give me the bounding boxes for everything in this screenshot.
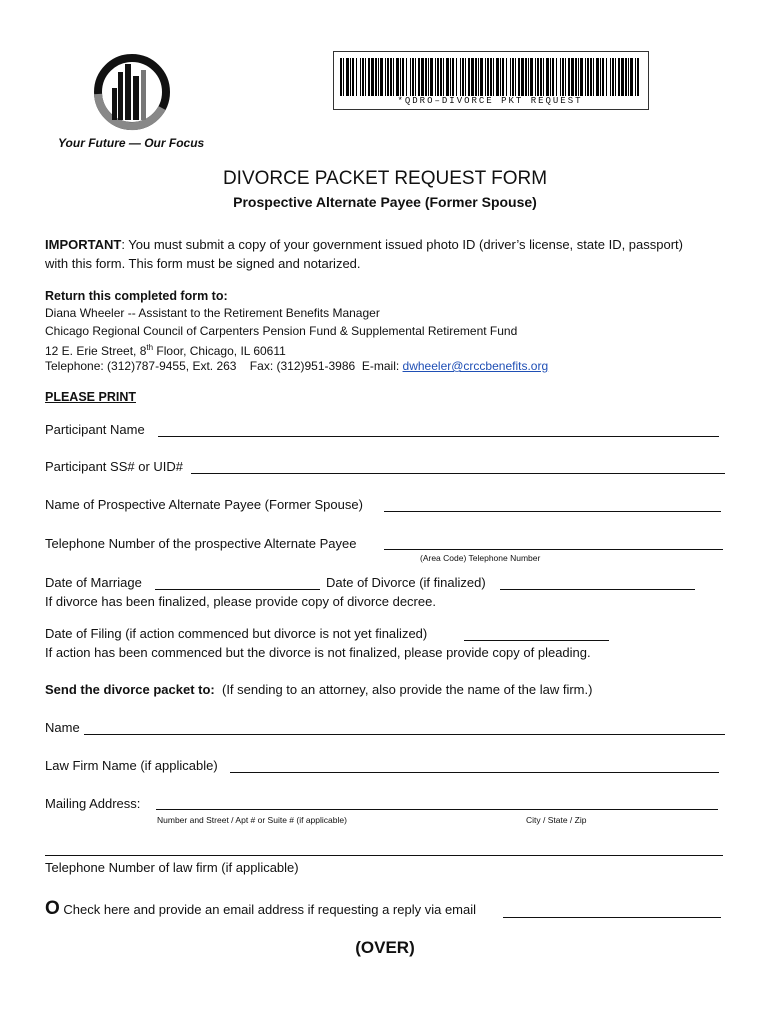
participant-ss-label: Participant SS# or UID# xyxy=(45,459,184,474)
email-request-row xyxy=(45,898,477,919)
participant-name-label: Participant Name xyxy=(45,422,145,437)
return-org: Chicago Regional Council of Carpenters Pension Fund & Supplemental Retirement Fund xyxy=(45,324,518,338)
send-note: (If sending to an attorney, also provide the name of the law firm.) xyxy=(214,682,593,697)
return-address xyxy=(45,340,286,359)
page-subtitle: Prospective Alternate Payee (Former Spouse) xyxy=(233,194,537,210)
checkbox-circle[interactable]: O xyxy=(45,898,60,919)
barcode-text: *QDRO–DIVORCE PKT REQUEST xyxy=(397,96,583,106)
send-name-field[interactable] xyxy=(84,734,725,735)
return-heading: Return this completed form to: xyxy=(45,289,228,303)
phone-hint: (Area Code) Telephone Number xyxy=(420,553,541,563)
mailing-address-line-2[interactable] xyxy=(45,855,723,856)
participant-ss-field[interactable] xyxy=(191,473,725,474)
mailing-address-field[interactable] xyxy=(156,809,718,810)
law-firm-field[interactable] xyxy=(230,772,719,773)
date-divorce-label: Date of Divorce (if finalized) xyxy=(326,575,486,590)
participant-name-field[interactable] xyxy=(158,436,719,437)
tagline: Your Future — Our Focus xyxy=(58,136,205,150)
fund-logo xyxy=(92,50,178,134)
over-label: (OVER) xyxy=(355,938,415,957)
page-title: DIVORCE PACKET REQUEST FORM xyxy=(222,168,548,189)
date-filing-label: Date of Filing (if action commenced but divorce is not yet finalized) xyxy=(45,626,428,641)
date-filing-field[interactable] xyxy=(464,640,609,641)
important-line-1 xyxy=(45,237,683,253)
return-contact xyxy=(45,358,548,374)
date-marriage-field[interactable] xyxy=(155,589,320,590)
filing-note: If action has been commenced but the divorce is not finalized, please provide copy of pleading. xyxy=(45,645,591,660)
address-sup: th xyxy=(146,343,154,352)
important-line-2: with this form. This form must be signed and notarized. xyxy=(45,256,361,271)
reply-email-field[interactable] xyxy=(503,917,721,918)
address-street: 12 E. Erie Street, 8 xyxy=(45,344,147,358)
address-city: Floor, Chicago, IL 60611 xyxy=(153,344,286,358)
street-hint: Number and Street / Apt # or Suite # (if applicable) xyxy=(157,815,347,825)
send-name-label: Name xyxy=(45,720,80,735)
mailing-label: Mailing Address: xyxy=(45,796,141,811)
date-marriage-label: Date of Marriage xyxy=(45,575,142,590)
please-print: PLEASE PRINT xyxy=(45,390,136,404)
return-name: Diana Wheeler -- Assistant to the Retirement Benefits Manager xyxy=(45,306,380,320)
date-divorce-field[interactable] xyxy=(500,589,695,590)
email-link[interactable]: dwheeler@crccbenefits.org xyxy=(402,359,549,373)
send-heading-row xyxy=(45,682,592,698)
send-heading: Send the divorce packet to: xyxy=(45,682,215,697)
law-firm-label: Law Firm Name (if applicable) xyxy=(45,758,218,773)
law-phone-label: Telephone Number of law firm (if applicable) xyxy=(45,860,299,875)
alt-payee-phone-field[interactable] xyxy=(384,549,723,550)
barcode xyxy=(340,58,640,96)
alt-payee-phone-label: Telephone Number of the prospective Alternate Payee xyxy=(45,536,357,551)
divorce-note: If divorce has been finalized, please provide copy of divorce decree. xyxy=(45,594,436,609)
email-request-label: Check here and provide an email address if requesting a reply via email xyxy=(59,902,477,917)
important-label: IMPORTANT xyxy=(45,237,122,252)
alt-payee-name-label: Name of Prospective Alternate Payee (Former Spouse) xyxy=(45,497,363,512)
contact-text: Telephone: (312)787-9455, Ext. 263 Fax: (312)951-3986 E-mail: xyxy=(45,359,403,373)
city-hint: City / State / Zip xyxy=(526,815,587,825)
alt-payee-name-field[interactable] xyxy=(384,511,721,512)
important-text: : You must submit a copy of your government issued photo ID (driver’s license, state ID, passport) xyxy=(121,237,683,252)
